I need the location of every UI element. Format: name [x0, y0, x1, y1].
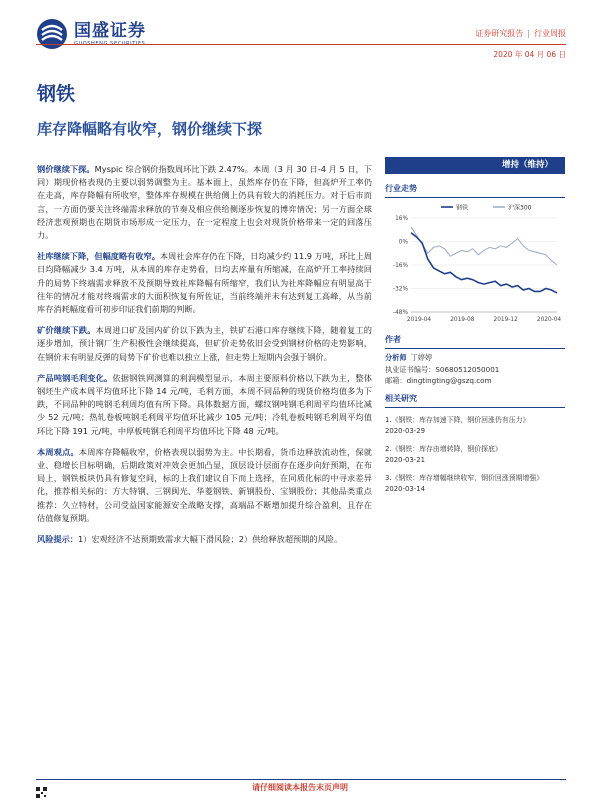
paragraph-margin [37, 372, 372, 438]
legend-label: 沪深300 [508, 204, 532, 212]
company-logo [36, 18, 146, 50]
related-item[interactable] [385, 444, 565, 466]
author-divider [385, 348, 565, 349]
doc-subtype-label: 行业周报 [534, 29, 566, 38]
doc-type-label: 证券研究报告 [475, 29, 524, 38]
paragraph-view [37, 446, 372, 525]
analyst-row [385, 352, 565, 364]
paragraph-lead: 钢价继续下探。 [37, 164, 95, 174]
rating-badge: 增持（维持） [385, 157, 565, 174]
series-line-csi300 [411, 227, 557, 265]
paragraph-ore [37, 324, 372, 364]
footer-divider [36, 779, 566, 780]
paragraph-price [37, 163, 372, 242]
related-item-title: 3.《钢铁：库存增幅继续收窄，钢价回涨预期增强》 [385, 473, 544, 482]
report-date: 2020 年 04 月 06 日 [493, 50, 566, 59]
paragraph-inventory [37, 250, 372, 316]
related-title: 相关研究 [385, 393, 417, 403]
y-tick-label: -16% [393, 263, 408, 269]
related-divider [385, 407, 565, 408]
sector-title: 钢铁 [37, 83, 76, 105]
trend-title: 行业走势 [385, 184, 417, 193]
author-title: 作者 [385, 335, 401, 344]
trend-divider [385, 197, 565, 198]
paragraph-lead: 产品吨钢毛利变化。 [37, 372, 113, 383]
x-tick-label: 2019-04 [406, 317, 432, 323]
analyst-label: 分析师 [385, 353, 407, 362]
paragraph-body: 依据钢铁网测算的利润模型显示，本周主要原料价格以下跌为主，整体钢坯生产成本周平均值环比下降 14 元/吨，毛利方面，本周不同品种的现货价格均值多为下跌，不同品种的吨钢毛利周均值有所下降。具体数据方面，螺纹钢吨钢毛利周平均值环比减少 52 元/吨；热轧卷板吨钢毛利周平均值环比减少 105 元/吨；冷轧卷板吨钢毛利周平均值环比下降 191 元/吨，中厚板吨钢毛利周平均值环比下降 48 元/吨。 [37, 372, 372, 436]
paragraph-body: 本周社会库存仍在下降，日均减少约 11.9 万吨，环比上周日均降幅减少 3.4 万吨，从本周的库存走势看，日均去库量有所缩减，在高炉开工率持续回升的局势下终端需求释放不及预期导致社库降幅有所缩窄，我们认为社库降幅应有明显高于往年的情况才能对终端需求的大面积恢复有所佐证，当前终端并未有达到复工高峰，从当前库存消耗幅度看可初步印证我们前期的判断。 [37, 251, 372, 315]
report-headline: 库存降幅略有收窄，钢价继续下探 [37, 120, 263, 138]
related-item[interactable] [385, 415, 565, 437]
footer-disclaimer: 请仔细阅读本报告末页声明 [252, 783, 348, 792]
x-tick-label: 2020-04 [536, 317, 562, 323]
x-tick-label: 2019-08 [450, 317, 475, 323]
trend-chart [385, 200, 565, 330]
related-list [385, 415, 565, 495]
analyst-name: 丁婷婷 [410, 353, 433, 362]
paragraph-lead: 社库继续下降，但幅度略有收窄。 [37, 251, 160, 262]
document-type: 证券研究报告 | 行业周报 [475, 29, 566, 38]
paragraph-lead: 矿价继续下跌。 [37, 325, 96, 336]
related-item[interactable] [385, 473, 565, 495]
related-item-date: 2020-03-21 [385, 455, 426, 464]
sidebar [385, 157, 565, 495]
x-tick-label: 2019-12 [493, 317, 518, 323]
paragraph-lead: 风险提示： [37, 534, 78, 545]
paragraph-body: 本周进口矿及国内矿价以下跌为主，铁矿石港口库存继续下降，随着复工的逐步增加，预计钢厂生产积极性会继续提高，但矿价走势依旧会受到钢材价格的走势影响，在钢价未有明显反弹的局势下矿价也难以独立上涨，但走势上短期内会强于钢价。 [37, 325, 372, 362]
email-row [385, 375, 565, 387]
guosheng-logo-icon [36, 18, 68, 50]
paragraph-body: 本周库存降幅收窄，价格表现以弱势为主。中长期看，货币边释放流动性，保就业、稳增长目标明确，后期政策对冲效会更加凸显，顶层设计层面存在逐步向好预期，在布局上，钢铁板块仍具有修复空间，标的上我们建议自下而上选择，在同质化标的中寻求差异化，推荐相关标的：方大特钢、三钢闽光、华菱钢铁、新钢股份、宝钢股份；其他品类重点推荐：久立特材，公司受益国家能源安全战略支撑，高端品不断增加提升综合盈利，且存在估值修复预期。 [37, 446, 372, 523]
y-tick-label: 0% [398, 239, 408, 246]
paragraph-lead: 本周观点。 [37, 446, 79, 457]
y-tick-label: -48% [393, 310, 408, 316]
company-name-cn: 国盛证券 [74, 20, 146, 41]
y-tick-label: 16% [395, 216, 408, 222]
trend-chart-svg [385, 200, 565, 330]
page-header [0, 0, 600, 60]
cert-label: 执业证书编号： [385, 364, 436, 374]
main-body [37, 163, 372, 554]
paragraph-body: Myspic 综合钢价指数周环比下跌 2.47%。本周（3 月 30 日-4 月 5 日，下同）期现价格表现仍主要以弱势调整为主。基本面上，虽然库存仍在下降，但高炉开工率仍在走高，库存降幅有所收窄，整体库存规模在供给侧上仍具有较大的消耗压力。对于后市而言，一方面仍要关注终端需求释放的节奏及相应供给侧逐步恢复的博弈情况；另一方面全球经济悲观预期也在期货市场形成一定压力，在一定程度上也会对现货价格带来一定的回落压力。 [37, 164, 372, 241]
paragraph-body: 1）宏观经济不达预期致需求大幅下滑风险；2）供给释放超预期的风险。 [77, 534, 343, 545]
related-item-title: 2.《钢铁：库存由增转降，钢价探底》 [385, 444, 502, 453]
related-item-title: 1.《钢铁：库存加速下降，钢价回涨仍有压力》 [385, 415, 530, 424]
cert-number: S0680512050001 [435, 364, 500, 374]
email-label: 邮箱： [385, 376, 407, 385]
paragraph-risk [37, 533, 372, 546]
header-divider [36, 44, 566, 45]
legend-label: 钢铁 [456, 204, 469, 212]
y-tick-label: -32% [393, 286, 408, 293]
related-item-date: 2020-03-29 [385, 426, 426, 435]
related-item-date: 2020-03-14 [385, 484, 426, 493]
qr-code-icon [36, 787, 47, 798]
author-block [385, 352, 565, 387]
cert-row [385, 364, 565, 376]
email-link[interactable]: dingtingting@gszq.com [406, 376, 492, 385]
